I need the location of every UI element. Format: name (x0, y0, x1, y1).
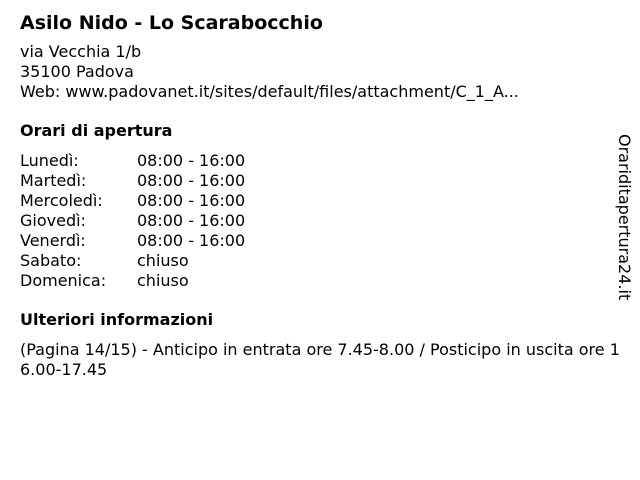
opening-hours-table (20, 151, 245, 291)
hours-row-saturday (20, 251, 245, 271)
hours-row-friday (20, 231, 245, 251)
time-value: 08:00 - 16:00 (137, 171, 246, 190)
opening-hours-heading: Orari di apertura (20, 121, 173, 140)
website-link[interactable]: Web: www.padovanet.it/sites/default/files/attachment/C_1_A... (20, 82, 519, 101)
day-label: Giovedì: (20, 211, 86, 230)
address-block (20, 42, 620, 102)
brand-watermark: Orariditapertura24.it (615, 134, 634, 301)
hours-row-thursday (20, 211, 245, 231)
time-value: 08:00 - 16:00 (137, 191, 246, 210)
business-title: Asilo Nido - Lo Scarabocchio (20, 12, 323, 34)
day-label: Domenica: (20, 271, 107, 290)
street-address: via Vecchia 1/b (20, 42, 142, 61)
time-value: chiuso (137, 271, 189, 290)
day-label: Mercoledì: (20, 191, 103, 210)
day-label: Lunedì: (20, 151, 79, 170)
time-value: 08:00 - 16:00 (137, 231, 246, 250)
time-value: 08:00 - 16:00 (137, 211, 246, 230)
day-label: Martedì: (20, 171, 87, 190)
hours-row-monday (20, 151, 245, 171)
time-value: chiuso (137, 251, 189, 270)
more-info-text: (Pagina 14/15) - Anticipo in entrata ore 7.45-8.00 / Posticipo in uscita ore 16.00-17.45 (20, 340, 620, 379)
city-address: 35100 Padova (20, 62, 134, 81)
hours-row-sunday (20, 271, 245, 291)
day-label: Venerdì: (20, 231, 86, 250)
hours-row-wednesday (20, 191, 245, 211)
time-value: 08:00 - 16:00 (137, 151, 246, 170)
day-label: Sabato: (20, 251, 82, 270)
hours-row-tuesday (20, 171, 245, 191)
opening-hours-card (20, 10, 620, 380)
more-info-heading: Ulteriori informazioni (20, 310, 214, 329)
